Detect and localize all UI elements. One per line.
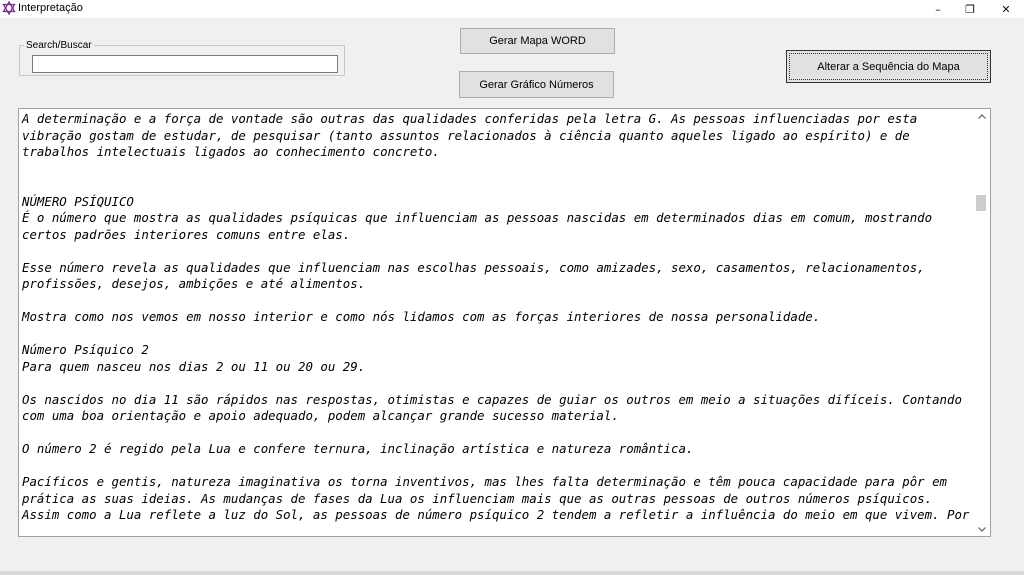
- text-line: Número Psíquico 2: [22, 342, 149, 357]
- text-line: Para quem nasceu nos dias 2 ou 11 ou 20 ou 29.: [22, 358, 366, 374]
- chevron-down-icon: [978, 527, 986, 532]
- text-line: [22, 161, 974, 178]
- gerar-mapa-word-button[interactable]: Gerar Mapa WORD: [460, 28, 615, 54]
- text-line: [22, 243, 974, 260]
- alterar-sequencia-label: Alterar a Sequência do Mapa: [789, 53, 988, 80]
- chevron-up-icon: [978, 114, 986, 119]
- text-line: Esse número revela as qualidades que influenciam nas escolhas pessoais, como amizades, sexo, casamentos, relacionamentos,: [22, 259, 925, 275]
- scroll-up-button[interactable]: [973, 109, 990, 123]
- window-title: Interpretação: [18, 2, 83, 14]
- close-icon: ✕: [1001, 2, 1011, 16]
- search-legend: Search/Buscar: [26, 40, 92, 51]
- minimize-button[interactable]: [921, 0, 955, 18]
- text-line: É o número que mostra as qualidades psíquicas que influenciam as pessoas nascidas em determinados dias em comum, mostrando: [22, 210, 933, 225]
- interpretation-textarea[interactable]: [18, 108, 991, 537]
- restore-icon: ❐: [965, 2, 975, 16]
- window-bottom-edge: [0, 571, 1024, 575]
- minimize-icon: –: [935, 2, 941, 16]
- text-line: O número 2 é regido pela Lua e confere ternura, inclinação artística e natureza romântica.: [22, 441, 694, 456]
- title-bar: [0, 0, 1024, 18]
- search-input[interactable]: [32, 55, 338, 73]
- close-button[interactable]: [989, 0, 1023, 18]
- text-line: certos padrões interiores comuns entre elas.: [22, 226, 351, 242]
- text-line: prática as suas ideias. As mudanças de fases da Lua os influenciam mais que as outras pessoas de outros números psíquicos.: [22, 490, 933, 506]
- vertical-scrollbar[interactable]: [973, 109, 990, 536]
- restore-button[interactable]: [953, 0, 987, 18]
- text-line: [22, 293, 974, 310]
- alterar-sequencia-button[interactable]: [786, 50, 991, 83]
- interpretation-text: [22, 111, 974, 524]
- text-line: NÚMERO PSÍQUICO: [22, 193, 134, 209]
- star-of-david-icon: [2, 1, 16, 15]
- gerar-grafico-numeros-button[interactable]: Gerar Gráfico Números: [459, 71, 614, 98]
- text-line: [22, 326, 974, 343]
- text-line: trabalhos intelectuais ligados ao conhecimento concreto.: [22, 144, 440, 159]
- text-line: [22, 458, 974, 475]
- scroll-thumb[interactable]: [976, 195, 986, 211]
- text-line: Mostra como nos vemos em nosso interior e como nós lidamos com as forças interiores de nossa personalidade.: [22, 309, 821, 324]
- text-line: Assim como a Lua reflete a luz do Sol, as pessoas de número psíquico 2 tendem a refletir a influência do meio em que vivem. Por: [22, 507, 970, 522]
- text-line: profissões, desejos, ambições e até alimentos.: [22, 276, 366, 291]
- text-line: [22, 425, 974, 442]
- text-line: [22, 375, 974, 392]
- text-line: Os nascidos no dia 11 são rápidos nas respostas, otimistas e capazes de guiar os outros em meio a situações difíceis. Contando: [22, 391, 962, 407]
- scroll-down-button[interactable]: [973, 522, 990, 536]
- text-line: Pacíficos e gentis, natureza imaginativa os torna inventivos, mas lhes falta determinação e têm pouca capacidade para pôr em: [22, 474, 948, 489]
- text-line: com uma boa orientação e apoio adequado, podem alcançar grande sucesso material.: [22, 408, 619, 423]
- text-line: [22, 177, 974, 194]
- text-line: vibração gostam de estudar, de pesquisar (tanto assuntos relacionados à ciência quanto aqueles ligado ao espírito) e de: [22, 127, 910, 143]
- text-line: A determinação e a força de vontade são outras das qualidades conferidas pela letra G. As pessoas influenciadas por esta: [22, 111, 918, 126]
